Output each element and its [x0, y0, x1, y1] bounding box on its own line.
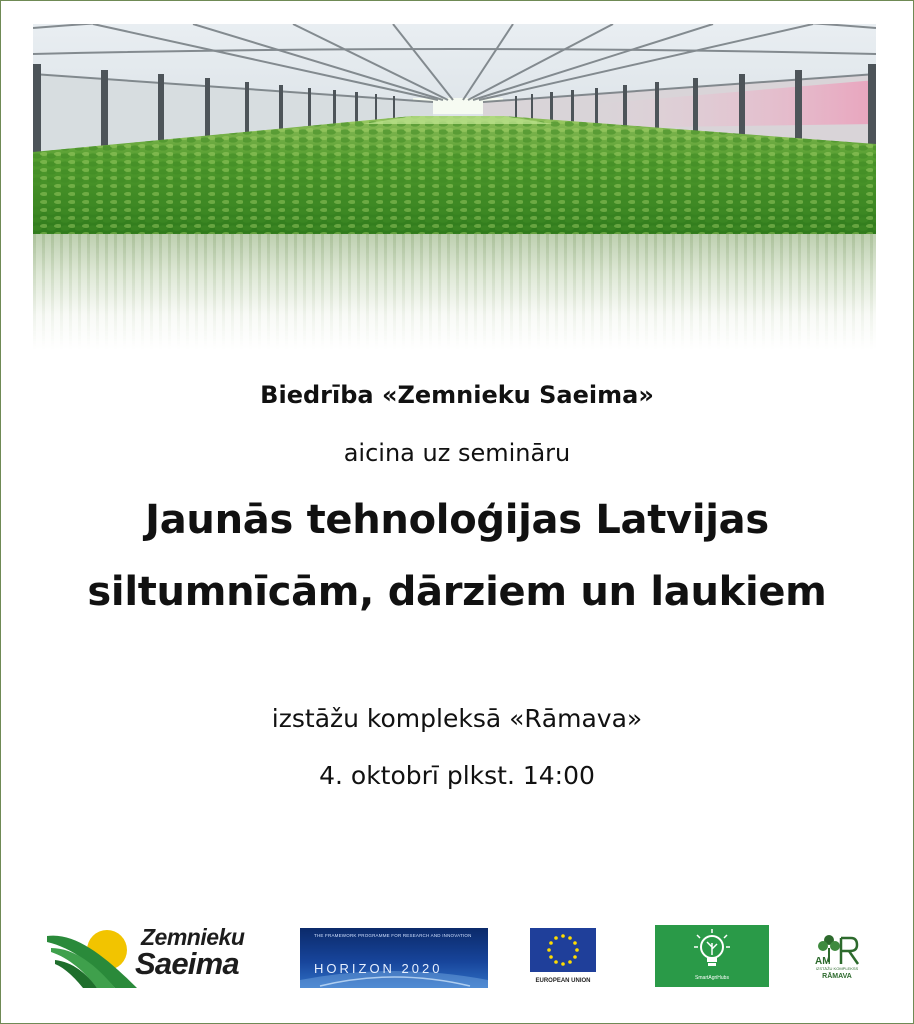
greenhouse-photo [33, 24, 876, 234]
svg-text:AM: AM [815, 956, 831, 966]
sah-caption: SmartAgriHubs [695, 975, 729, 981]
smartagrihubs-logo [655, 925, 769, 987]
lightbulb-leaf-icon [655, 925, 769, 975]
ramava-logo [811, 930, 863, 986]
european-union-logo [528, 928, 598, 990]
eu-flag-icon [530, 928, 596, 972]
seminar-title-line-1: Jaunās tehnoloģijas Latvijas [145, 497, 769, 543]
horizon-name: HORIZON 2020 [314, 961, 443, 976]
event-venue: izstāžu kompleksā «Rāmava» [271, 704, 643, 733]
seminar-title-line-2: siltumnīcām, dārziem un laukiem [87, 569, 827, 615]
invitation-text: aicina uz semināru [343, 439, 571, 467]
ramava-subtitle: IZSTĀŽU KOMPLEKSS [815, 966, 859, 971]
zs-logo-line2: Saeima [135, 946, 239, 981]
horizon-2020-logo [300, 928, 488, 988]
zemnieku-saeima-logo [45, 922, 270, 992]
tree-icon [811, 930, 863, 966]
event-datetime: 4. oktobrī plkst. 14:00 [319, 761, 595, 790]
eu-caption: EUROPEAN UNION [535, 978, 591, 984]
zs-logo-line1: Zemnieku [141, 924, 245, 950]
ramava-name: RĀMAVA [822, 973, 852, 980]
horizon-subtitle: THE FRAMEWORK PROGRAMME FOR RESEARCH AND INNOVATION [314, 933, 472, 938]
organization-name: Biedrība «Zemnieku Saeima» [260, 381, 654, 409]
photo-reflection [33, 234, 876, 350]
